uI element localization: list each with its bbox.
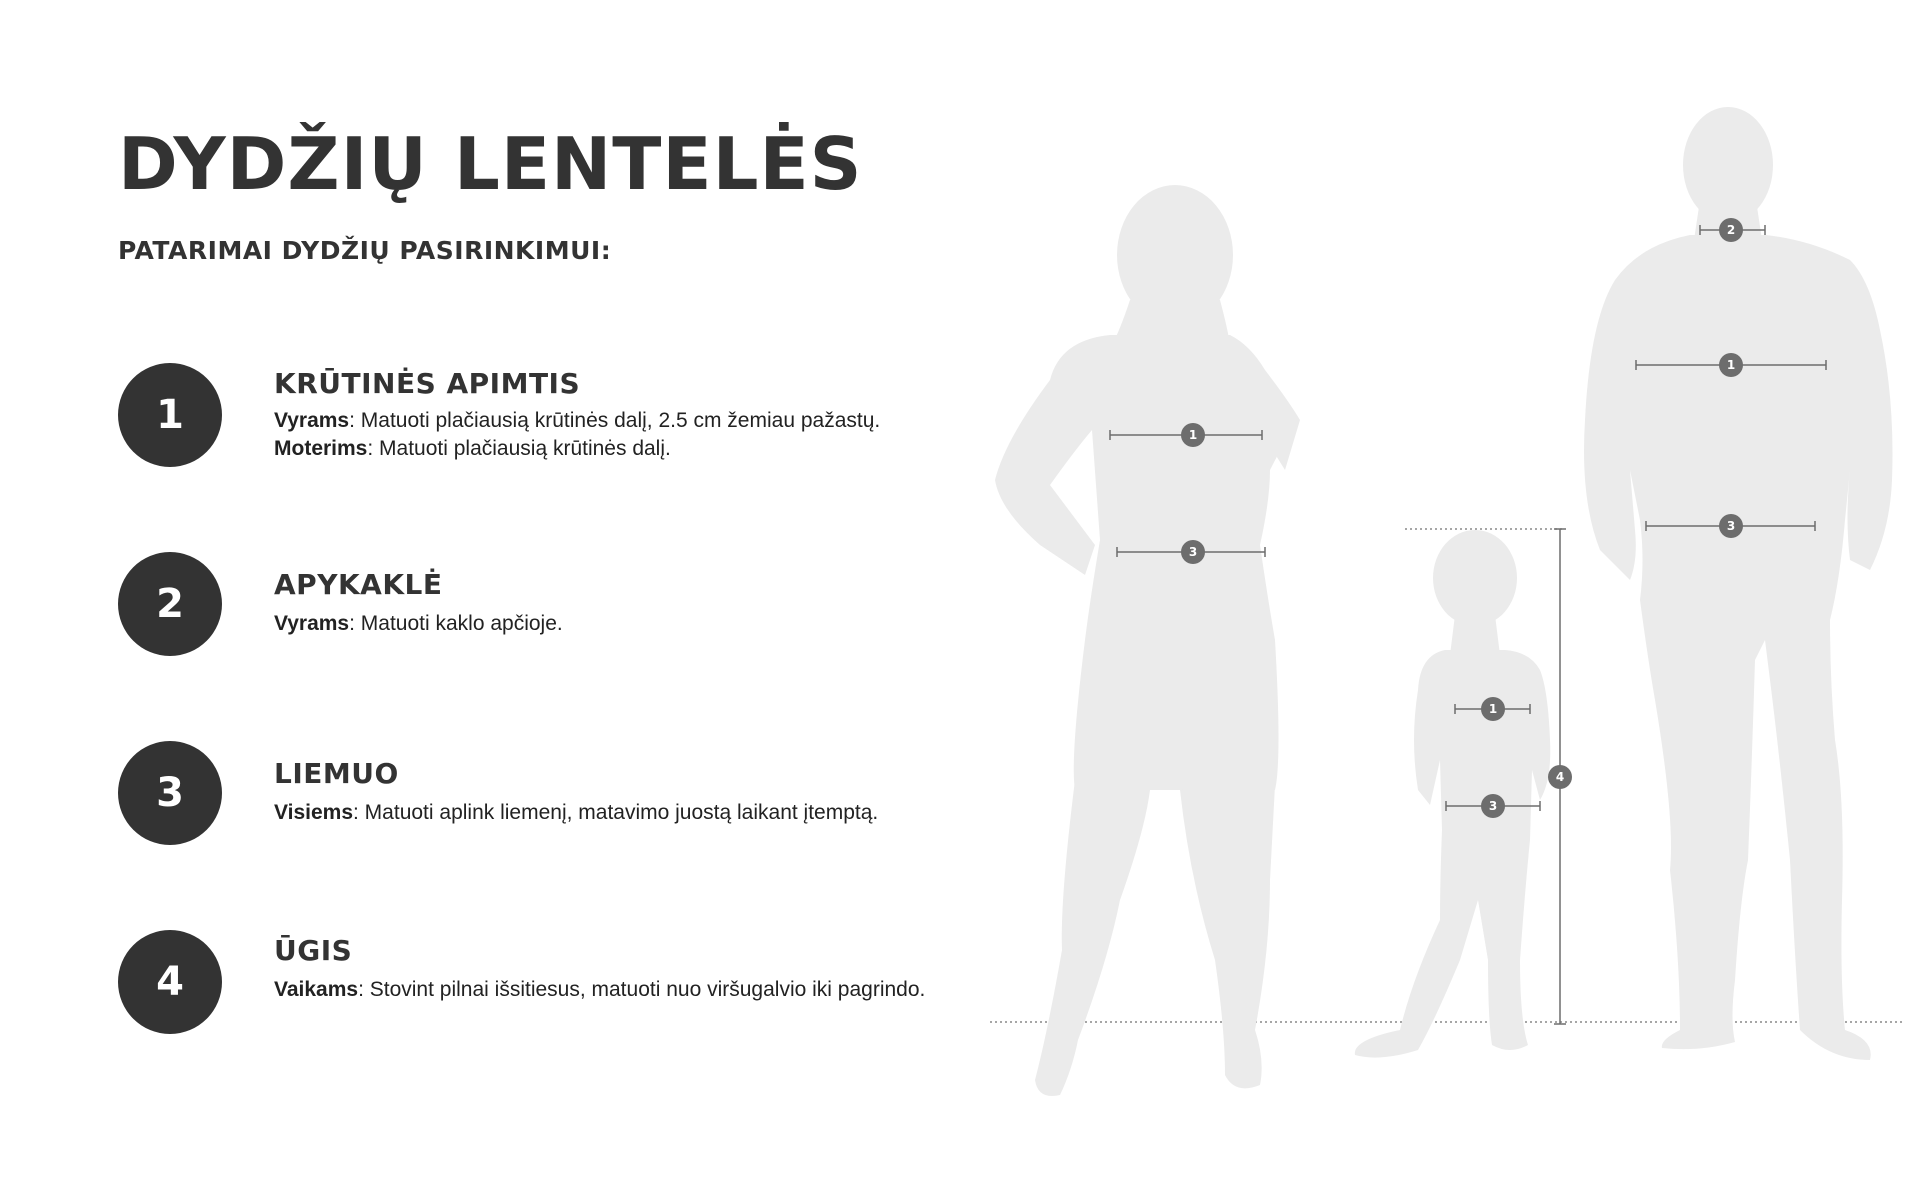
tip-heading: APYKAKLĖ	[274, 568, 443, 601]
tip-line-label: Moterims	[274, 437, 368, 460]
tip-line-text: : Matuoti plačiausią krūtinės dalį.	[367, 437, 671, 460]
tip-line-label: Vyrams	[274, 409, 350, 432]
woman-silhouette	[995, 185, 1300, 1096]
marker-number: 3	[1488, 799, 1498, 813]
man-silhouette	[1584, 107, 1893, 1060]
marker-number: 1	[1488, 702, 1498, 716]
tip-line-label: Vyrams	[274, 612, 350, 635]
marker-number: 3	[1726, 519, 1736, 533]
tip-heading: KRŪTINĖS APIMTIS	[274, 367, 581, 400]
tip-line-label: Vaikams	[274, 978, 359, 1001]
marker-number: 3	[1188, 545, 1198, 559]
tip-heading: LIEMUO	[274, 757, 399, 790]
marker-number: 4	[1555, 770, 1565, 784]
tip-number-badge: 4	[118, 930, 222, 1034]
tip-line-text: : Matuoti kaklo apčioje.	[349, 612, 563, 635]
tip-line-text: : Stovint pilnai išsitiesus, matuoti nuo viršugalvio iki pagrindo.	[358, 978, 926, 1001]
page-subtitle: PATARIMAI DYDŽIŲ PASIRINKIMUI:	[118, 236, 612, 265]
tip-line-text: : Matuoti aplink liemenį, matavimo juostą laikant įtemptą.	[353, 801, 879, 824]
tip-heading: ŪGIS	[274, 934, 353, 967]
marker-number: 2	[1726, 223, 1736, 237]
child-silhouette	[1355, 530, 1550, 1058]
marker-number: 1	[1726, 358, 1736, 372]
tip-line-label: Visiems	[274, 801, 354, 824]
page-title: DYDŽIŲ LENTELĖS	[118, 122, 863, 206]
marker-number: 1	[1188, 428, 1198, 442]
tip-number-badge: 1	[118, 363, 222, 467]
tip-number-badge: 2	[118, 552, 222, 656]
tip-line-text: : Matuoti plačiausią krūtinės dalį, 2.5 cm žemiau pažastų.	[349, 409, 881, 432]
tip-number-badge: 3	[118, 741, 222, 845]
